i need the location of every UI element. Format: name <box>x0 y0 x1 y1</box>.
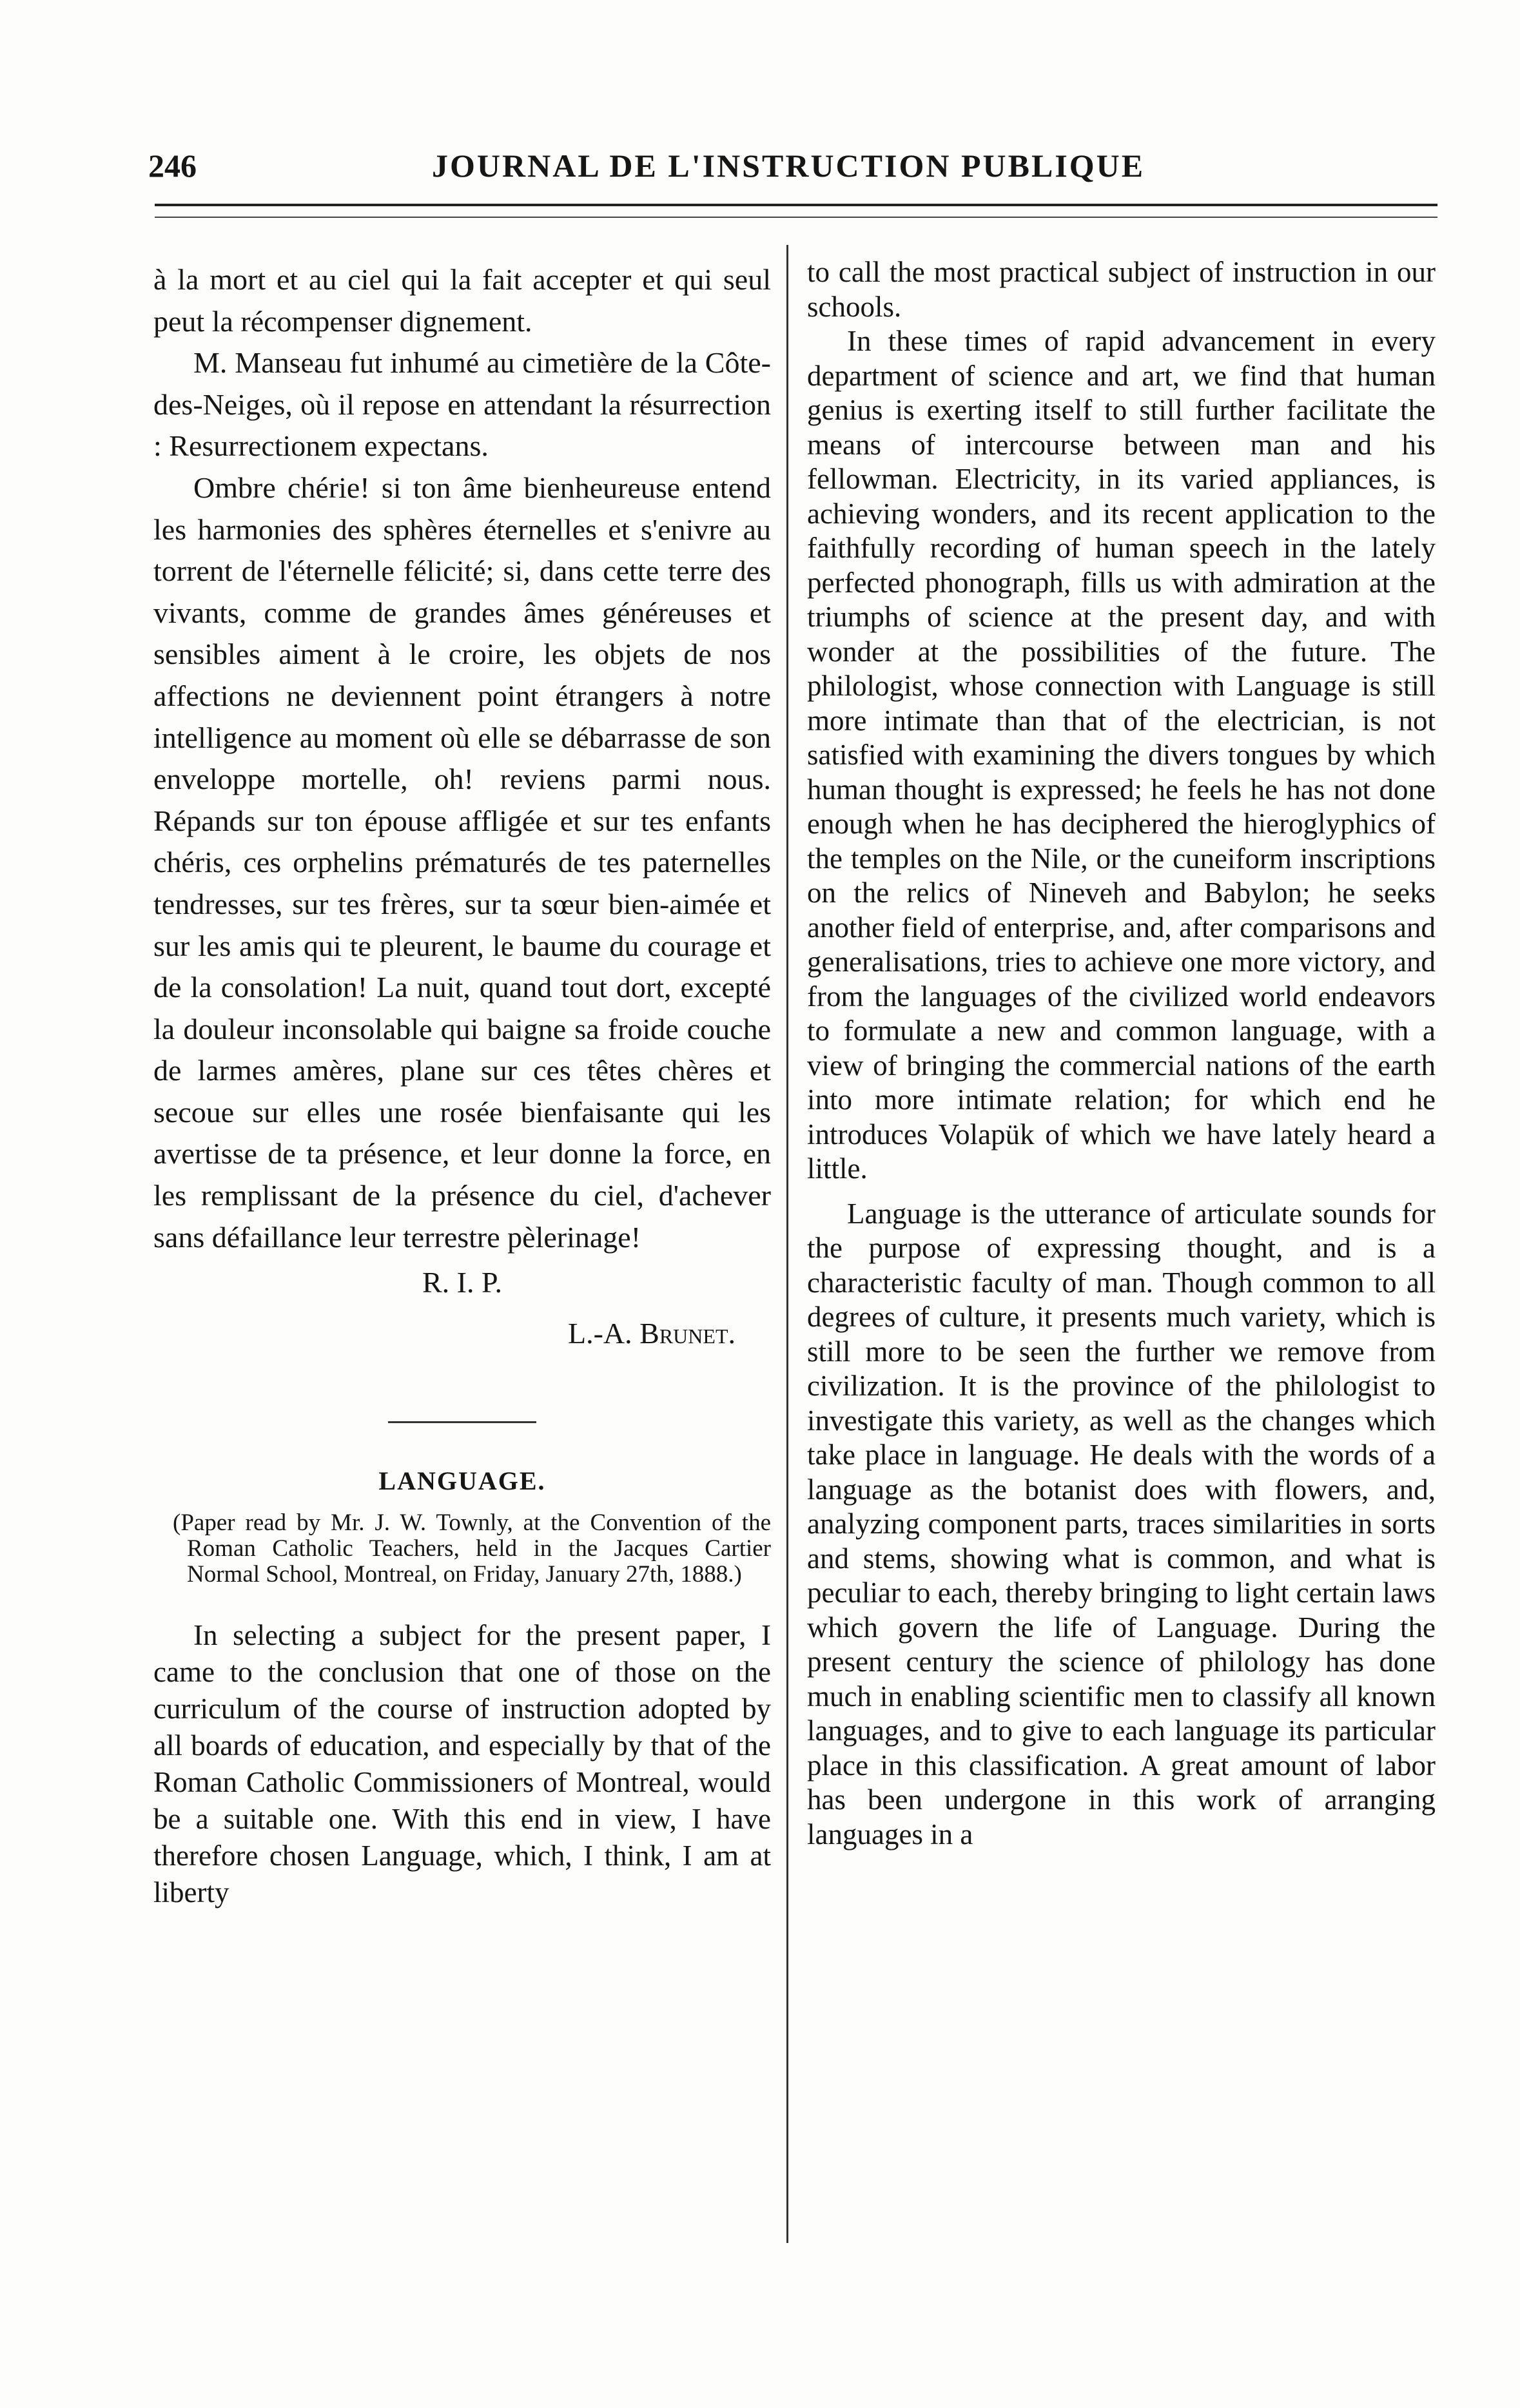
paragraph: M. Manseau fut inhumé au cimetière de la Côte-des-Neiges, où il repose en attendant la résurrection : Resurrectionem expectans. <box>153 346 771 463</box>
paragraph: Language is the utterance of articulate sounds for the purpose of expressing thought, and is a characteristic faculty of man. Though common to all degrees of culture, it presents much variety, which is still more to be seen the further we remove from civilization. It is the province of the philologist to investigate this variety, as well as the changes which take place in language. He deals with the words of a language as the botanist does with flowers, and, analyzing component parts, traces similarities in sorts and stems, showing what is common, and what is peculiar to each, thereby bringing to light certain laws which govern the life of Language. During the present century the science of philology has done much in enabling scientific men to classify all known languages, and to give to each language its particular place in this classification. A great amount of labor has been undergone in this work of arranging languages in a <box>807 1197 1436 1850</box>
paragraph: Ombre chérie! si ton âme bienheureuse entend les harmonies des sphères éternelles et s'enivre au torrent de l'éternelle félicité; si, dans cette terre des vivants, comme de grandes âmes généreuses et sensibles aiment à le croire, les objets de nos affections ne deviennent point étrangers à notre intelligence au moment où elle se débarrasse de son enveloppe mortelle, oh! reviens parmi nous. Répands sur ton épouse affligée et sur tes enfants chéris, ces orphelins prématurés de tes paternelles tendresses, sur tes frères, sur ta sœur bien-aimée et sur les amis qui te pleurent, le baume du courage et de la consolation! La nuit, quand tout dort, excepté la douleur inconsolable qui baigne sa froide couche de larmes amères, plane sur ces têtes chères et secoue sur elles une rosée bienfaisante qui les avertisse de ta présence, et leur donne la force, en les remplissant de la présence du ciel, d'achever sans défaillance leur terrestre pèlerinage! <box>153 471 771 1254</box>
running-head: JOURNAL DE L'INSTRUCTION PUBLIQUE <box>432 148 1145 184</box>
paragraph: In these times of rapid advancement in every department of science and art, we find that human genius is exerting itself to still further facilitate the means of intercourse between man and his fellowman. Electricity, in its varied appliances, is achieving wonders, and its recent application to the faithfully recording of human speech in the lately perfected phonograph, fills us with admiration at the triumphs of science at the present day, and with wonder at the possibilities of the future. The philologist, whose connection with Language is still more intimate than that of the electrician, is not satisfied with examining the divers tongues by which human thought is expressed; he feels he has not done enough when he has deciphered the hieroglyphics of the temples on the Nile, or the cuneiform inscriptions on the relics of Nineveh and Babylon; he seeks another field of enterprise, and, after comparisons and generalisations, tries to achieve one more victory, and from the languages of the civilized world endeavors to formulate a new and common language, with a view of bringing the commercial nations of the earth into more intimate relation; for which end he introduces Volapük of which we have lately heard a little. <box>807 325 1436 1185</box>
right-column <box>807 255 1436 1852</box>
page-header <box>148 147 1373 192</box>
article-note: (Paper read by Mr. J. W. Townly, at the Convention of the Roman Catholic Teachers, held in the Jacques Cartier Normal School, Montreal, on Friday, January 27th, 1888.) <box>173 1510 771 1588</box>
paragraph: à la mort et au ciel qui la fait accepter et qui seul peut la récompenser dignement. <box>153 263 771 338</box>
author-signature: L.-A. Brunet. <box>568 1316 736 1350</box>
header-rule-thin <box>155 217 1437 218</box>
section-divider <box>388 1421 536 1423</box>
left-column <box>153 259 771 1911</box>
paragraph: to call the most practical subject of instruction in our schools. <box>807 256 1436 323</box>
rip-line: R. I. P. <box>422 1266 502 1299</box>
header-rule <box>155 204 1437 206</box>
article-title: LANGUAGE. <box>378 1466 546 1496</box>
paragraph: In selecting a subject for the present paper, I came to the conclusion that one of those on the curriculum of the course of instruction adopted by all boards of education, and especially by that of the Roman Catholic Commissioners of Montreal, would be a suitable one. With this end in view, I have therefore chosen Language, which, I think, I am at liberty <box>153 1619 771 1909</box>
page-number: 246 <box>148 148 197 184</box>
column-divider <box>786 245 788 2243</box>
